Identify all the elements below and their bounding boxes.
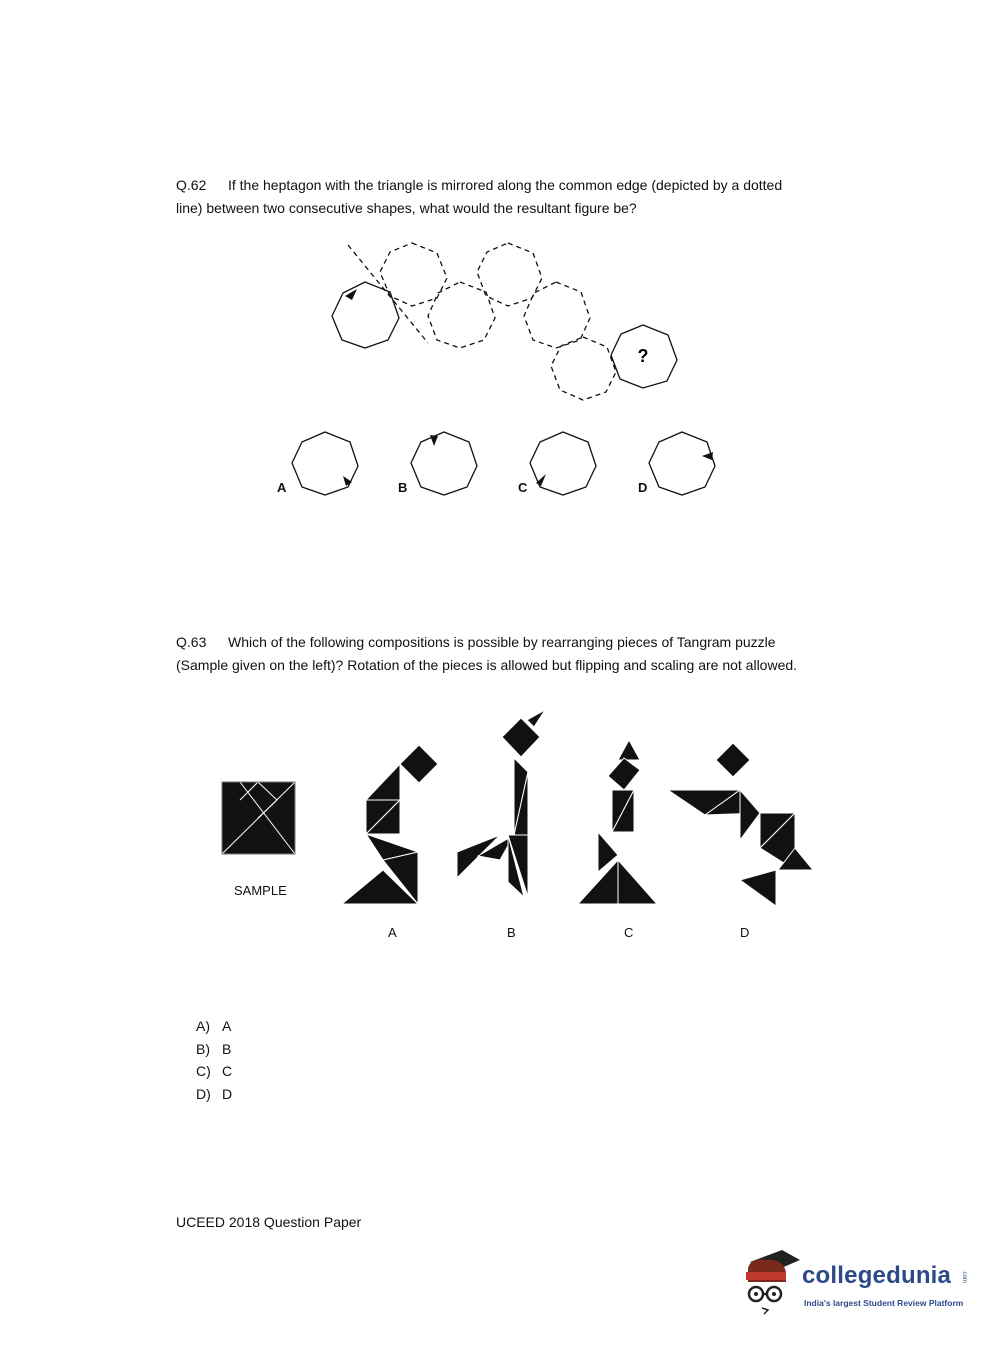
- q63-text-line2: (Sample given on the left)? Rotation of the pieces is allowed but flipping and scaling are not allowed.: [176, 656, 798, 673]
- composition-label-c: C: [624, 925, 634, 940]
- q63-question: [176, 631, 876, 676]
- q63-answer-list: [196, 1015, 232, 1105]
- composition-b: [457, 710, 545, 897]
- composition-a: [342, 745, 438, 904]
- option-d-triangle: [702, 452, 713, 460]
- heptagon-dashed-5: [551, 337, 616, 400]
- q62-option-label-b: B: [398, 480, 408, 495]
- composition-label-a: A: [388, 925, 397, 940]
- paper-title-footer: UCEED 2018 Question Paper: [176, 1214, 362, 1230]
- q62-text-line1: If the heptagon with the triangle is mirrored along the common edge (depicted by a dotted: [228, 177, 783, 193]
- composition-label-b: B: [507, 925, 516, 940]
- sample-label: SAMPLE: [234, 883, 287, 898]
- answer-option-d: D) D: [196, 1085, 233, 1102]
- mascot-face-icon: [742, 1248, 804, 1318]
- q62-option-label-d: D: [638, 480, 648, 495]
- composition-label-d: D: [740, 925, 750, 940]
- q63-number: Q.63: [176, 634, 207, 650]
- answer-option-b: B) B: [196, 1040, 232, 1057]
- option-d-heptagon: [649, 432, 715, 495]
- q62-option-label-c: C: [518, 480, 528, 495]
- tangram-compositions-figure: [335, 705, 820, 915]
- q62-options-figure: [270, 425, 730, 505]
- logo-name: collegedunia: [802, 1262, 952, 1289]
- answer-option-a: A) A: [196, 1018, 232, 1034]
- composition-d: [668, 743, 813, 906]
- option-b-triangle: [430, 435, 438, 446]
- question-mark: ?: [637, 346, 649, 366]
- option-c-heptagon: [530, 432, 596, 495]
- option-a-heptagon: [292, 432, 358, 495]
- q63-text-line1: Which of the following compositions is possible by rearranging pieces of Tangram puzzle: [228, 634, 776, 650]
- collegedunia-logo: [742, 1248, 972, 1318]
- q62-text-line2: line) between two consecutive shapes, what would the resultant figure be?: [176, 199, 637, 216]
- q62-number: Q.62: [176, 177, 207, 193]
- q62-option-label-a: A: [277, 480, 287, 495]
- q62-question: [176, 174, 856, 219]
- answer-option-c: C) C: [196, 1063, 233, 1079]
- composition-c: [578, 740, 657, 904]
- option-b-heptagon: [411, 432, 477, 495]
- tangram-sample-figure: [220, 780, 298, 856]
- logo-tagline: India's largest Student Review Platform: [804, 1298, 964, 1308]
- q62-heptagon-chain-figure: [320, 235, 690, 410]
- logo-suffix: .com: [961, 1270, 967, 1284]
